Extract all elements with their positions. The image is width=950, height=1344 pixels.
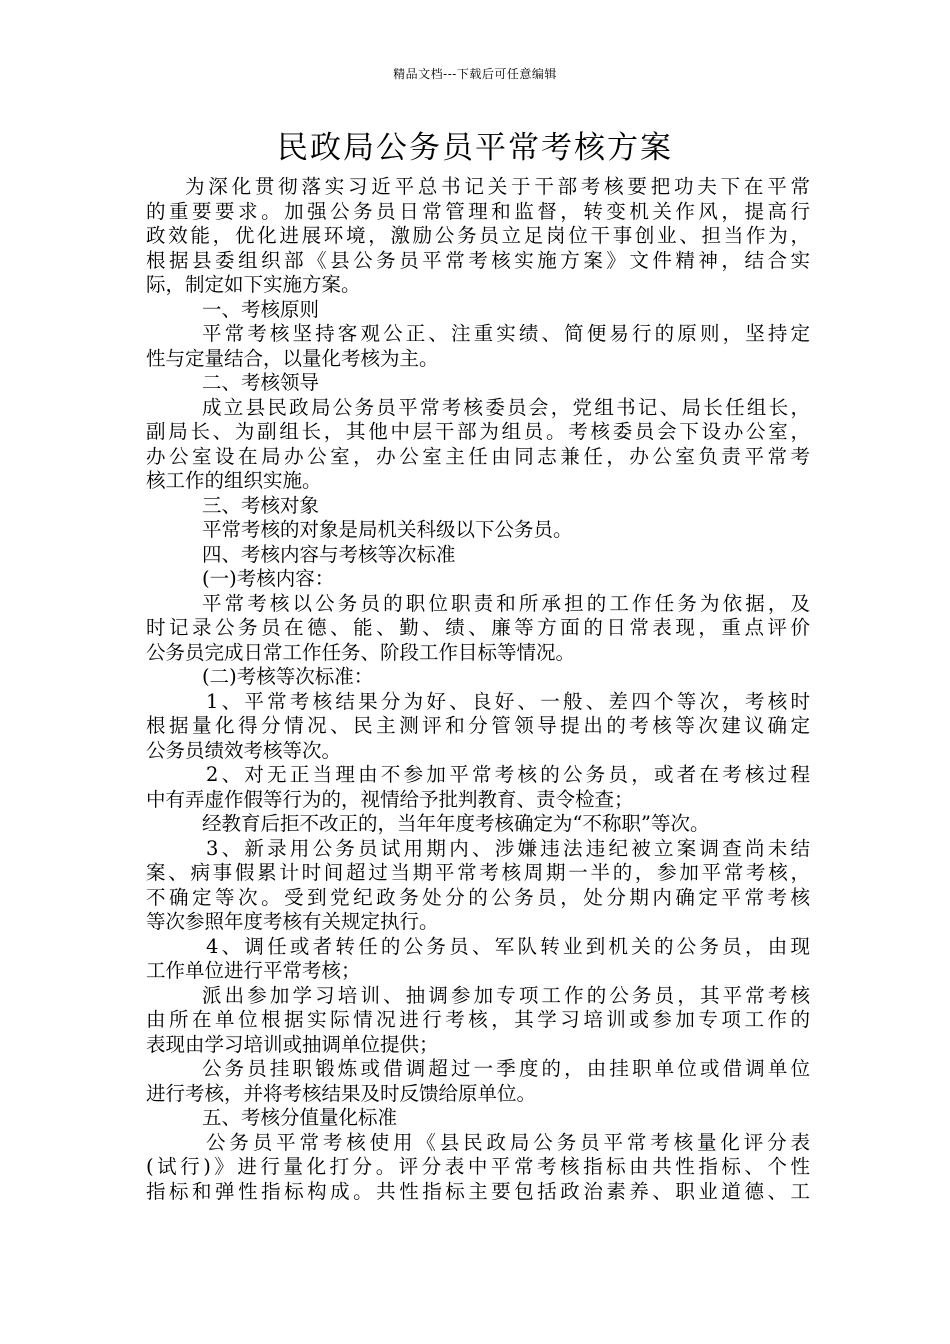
paragraph-line: 三、考核对象 bbox=[202, 493, 320, 517]
paragraph-line: 公务员平常考核使用《县民政局公务员平常考核量化评分表 bbox=[206, 1130, 810, 1154]
paragraph-line: (一)考核内容： bbox=[202, 567, 335, 590]
paragraph-line: 公务员挂职锻炼或借调超过一季度的，由挂职单位或借调单位 bbox=[202, 1057, 810, 1080]
paragraph-line: 成立县民政局公务员平常考核委员会，党组书记、局长任组长， bbox=[202, 395, 810, 419]
paragraph-line: 4、调任或者转任的公务员、军队转业到机关的公务员，由现 bbox=[206, 934, 810, 958]
paragraph-line: 由所在单位根据实际情况进行考核，其学习培训或参加专项工作的 bbox=[146, 1008, 810, 1031]
paragraph-line: (试行)》进行量化打分。评分表中平常考核指标由共性指标、个性 bbox=[146, 1155, 810, 1178]
paragraph-line: 性与定量结合，以量化考核为主。 bbox=[146, 346, 439, 370]
paragraph-line: 等次参照年度考核有关规定执行。 bbox=[146, 910, 439, 933]
paragraph-line: 3、新录用公务员试用期内、涉嫌违法违纪被立案调查尚未结 bbox=[206, 836, 810, 860]
paragraph-line: 公务员绩效考核等次。 bbox=[146, 738, 342, 762]
paragraph-line: 际，制定如下实施方案。 bbox=[146, 273, 361, 296]
paragraph-line: 二、考核领导 bbox=[202, 371, 320, 394]
paragraph-line: 一、考核原则 bbox=[202, 297, 320, 321]
paragraph-line: 根据量化得分情况、民主测评和分管领导提出的考核等次建议确定 bbox=[146, 714, 810, 737]
paragraph-line: 五、考核分值量化标准 bbox=[202, 1106, 398, 1129]
paragraph-line: 公务员完成日常工作任务、阶段工作目标等情况。 bbox=[146, 640, 576, 664]
paragraph-line: 四、考核内容与考核等次标准 bbox=[202, 542, 456, 566]
document-body bbox=[146, 175, 810, 1204]
paragraph-line: 平常考核以公务员的职位职责和所承担的工作任务为依据，及 bbox=[202, 591, 810, 615]
document-title: 民政局公务员平常考核方案 bbox=[277, 130, 673, 166]
paragraph-line: 时记录公务员在德、能、勤、绩、廉等方面的日常表现，重点评价 bbox=[146, 616, 810, 639]
paragraph-line: 核工作的组织实施。 bbox=[146, 469, 322, 492]
paragraph-line: 不确定等次。受到党纪政务处分的公务员，处分期内确定平常考核 bbox=[146, 885, 810, 909]
paragraph-line: 办公室设在局办公室，办公室主任由同志兼任，办公室负责平常考 bbox=[146, 444, 810, 468]
paragraph-line: 副局长、为副组长，其他中层干部为组员。考核委员会下设办公室， bbox=[146, 420, 810, 443]
paragraph-line: 的重要要求。加强公务员日常管理和监督，转变机关作风，提高行 bbox=[146, 199, 810, 223]
paragraph-line: 表现由学习培训或抽调单位提供； bbox=[146, 1032, 439, 1056]
paragraph-line: 进行考核，并将考核结果及时反馈给原单位。 bbox=[146, 1081, 537, 1105]
page-header: 精品文档---下载后可任意编辑 bbox=[393, 67, 557, 81]
paragraph-line: 派出参加学习培训、抽调参加专项工作的公务员，其平常考核 bbox=[202, 983, 810, 1007]
paragraph-line: 工作单位进行平常考核； bbox=[146, 959, 361, 982]
paragraph-line: (二)考核等次标准： bbox=[202, 665, 374, 688]
paragraph-line: 案、病事假累计时间超过当期平常考核周期一半的，参加平常考核， bbox=[146, 861, 810, 884]
paragraph-line: 中有弄虚作假等行为的，视情给予批判教育、责令检查； bbox=[146, 787, 634, 811]
paragraph-line: 1、平常考核结果分为好、良好、一般、差四个等次，考核时 bbox=[206, 689, 810, 713]
paragraph-line: 政效能，优化进展环境，激励公务员立足岗位干事创业、担当作为， bbox=[146, 224, 810, 247]
paragraph-line: 平常考核坚持客观公正、注重实绩、简便易行的原则，坚持定 bbox=[202, 322, 810, 345]
paragraph-line: 根据县委组织部《县公务员平常考核实施方案》文件精神，结合实 bbox=[146, 248, 810, 272]
paragraph-line: 经教育后拒不改正的，当年年度考核确定为“不称职”等次。 bbox=[202, 812, 710, 835]
paragraph-line: 2、对无正当理由不参加平常考核的公务员，或者在考核过程 bbox=[206, 763, 810, 786]
paragraph-line: 平常考核的对象是局机关科级以下公务员。 bbox=[202, 518, 573, 541]
paragraph-line: 指标和弹性指标构成。共性指标主要包括政治素养、职业道德、工 bbox=[146, 1179, 810, 1203]
paragraph-line: 为深化贯彻落实习近平总书记关于干部考核要把功夫下在平常 bbox=[185, 175, 810, 198]
